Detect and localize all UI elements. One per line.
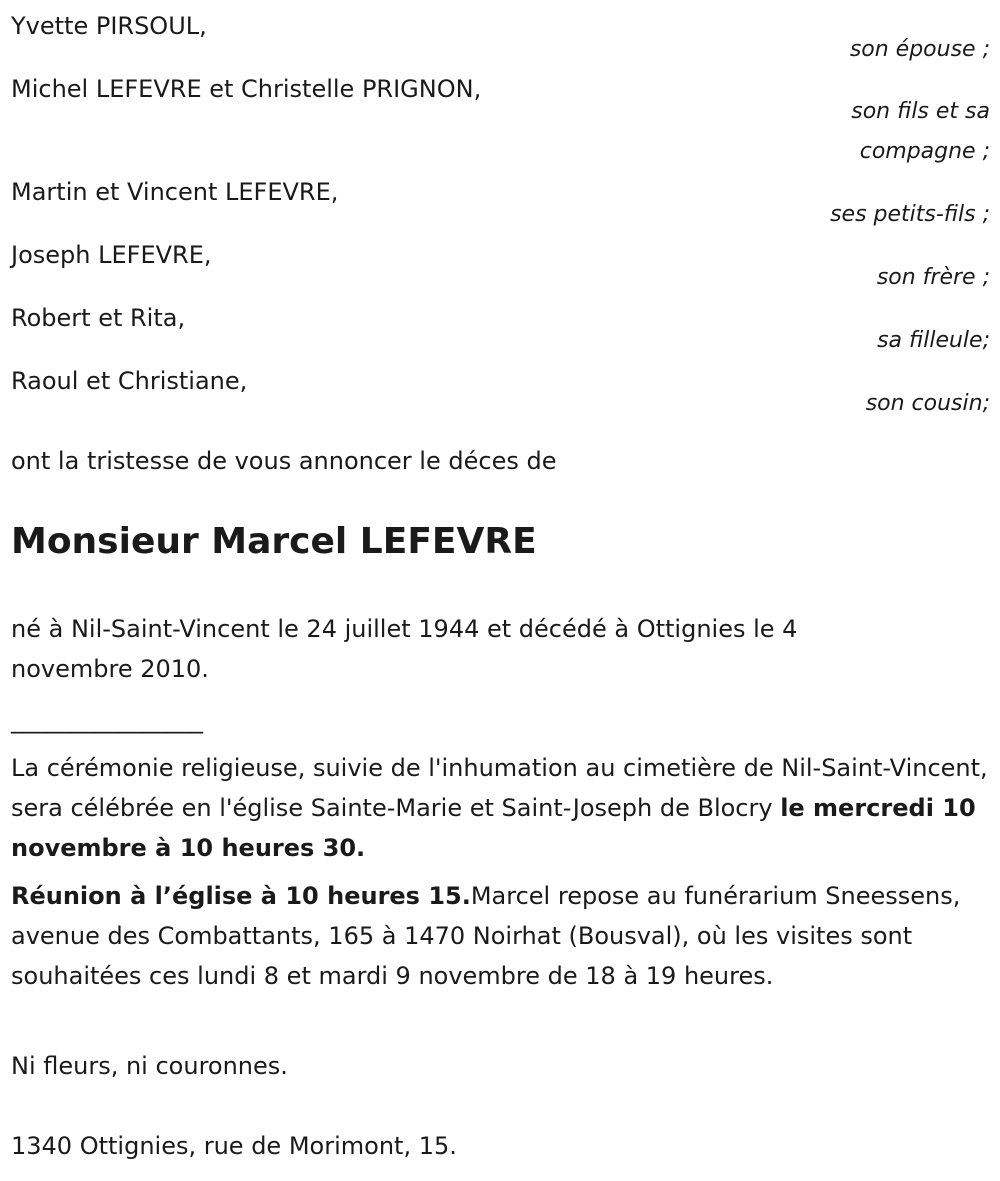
birth-death-text: né à Nil-Saint-Vincent le 24 juillet 1944 et décédé à Ottignies le 4 novembre 2010. <box>11 615 798 683</box>
ceremony-paragraph <box>11 748 996 868</box>
ceremony-date: le mercredi 10 novembre à 10 heures 30. <box>11 794 976 862</box>
deceased-name: Monsieur Marcel LEFEVRE <box>11 521 537 562</box>
family-names-6: Raoul et Christiane, <box>11 367 248 395</box>
family-names-3: Martin et Vincent LEFEVRE, <box>11 178 339 206</box>
separator-line: ________________ <box>11 706 203 734</box>
family-relation-2b: compagne ; <box>859 139 990 164</box>
announcement-text: ont la tristesse de vous annoncer le déces de <box>11 447 557 475</box>
family-relation-3: ses petits-fils ; <box>830 202 990 227</box>
family-names-1: Yvette PIRSOUL, <box>11 12 207 40</box>
no-flowers-text: Ni fleurs, ni couronnes. <box>11 1052 288 1080</box>
family-names-2: Michel LEFEVRE et Christelle PRIGNON, <box>11 75 482 103</box>
meeting-time: Réunion à l’église à 10 heures 15. <box>11 882 471 910</box>
ceremony-text: La cérémonie religieuse, suivie de l'inhumation au cimetière de Nil-Saint-Vincent, sera célébrée en l'église Sainte-Marie et Saint-Joseph de Blocry <box>11 754 988 822</box>
family-relation-5: sa filleule; <box>877 328 990 353</box>
meeting-text: Marcel repose au funérarium Sneessens, avenue des Combattants, 165 à 1470 Noirhat (Bousval), où les visites sont souhaitées ces lundi 8 et mardi 9 novembre de 18 à 19 heures. <box>11 882 961 990</box>
family-names-5: Robert et Rita, <box>11 304 186 332</box>
family-names-4: Joseph LEFEVRE, <box>11 241 212 269</box>
family-relation-1: son épouse ; <box>849 37 990 62</box>
address-text: 1340 Ottignies, rue de Morimont, 15. <box>11 1132 457 1160</box>
meeting-paragraph <box>11 876 996 996</box>
family-relation-2a: son fils et sa <box>851 99 990 124</box>
family-relation-4: son frère ; <box>876 265 990 290</box>
family-relation-6: son cousin; <box>865 391 990 416</box>
